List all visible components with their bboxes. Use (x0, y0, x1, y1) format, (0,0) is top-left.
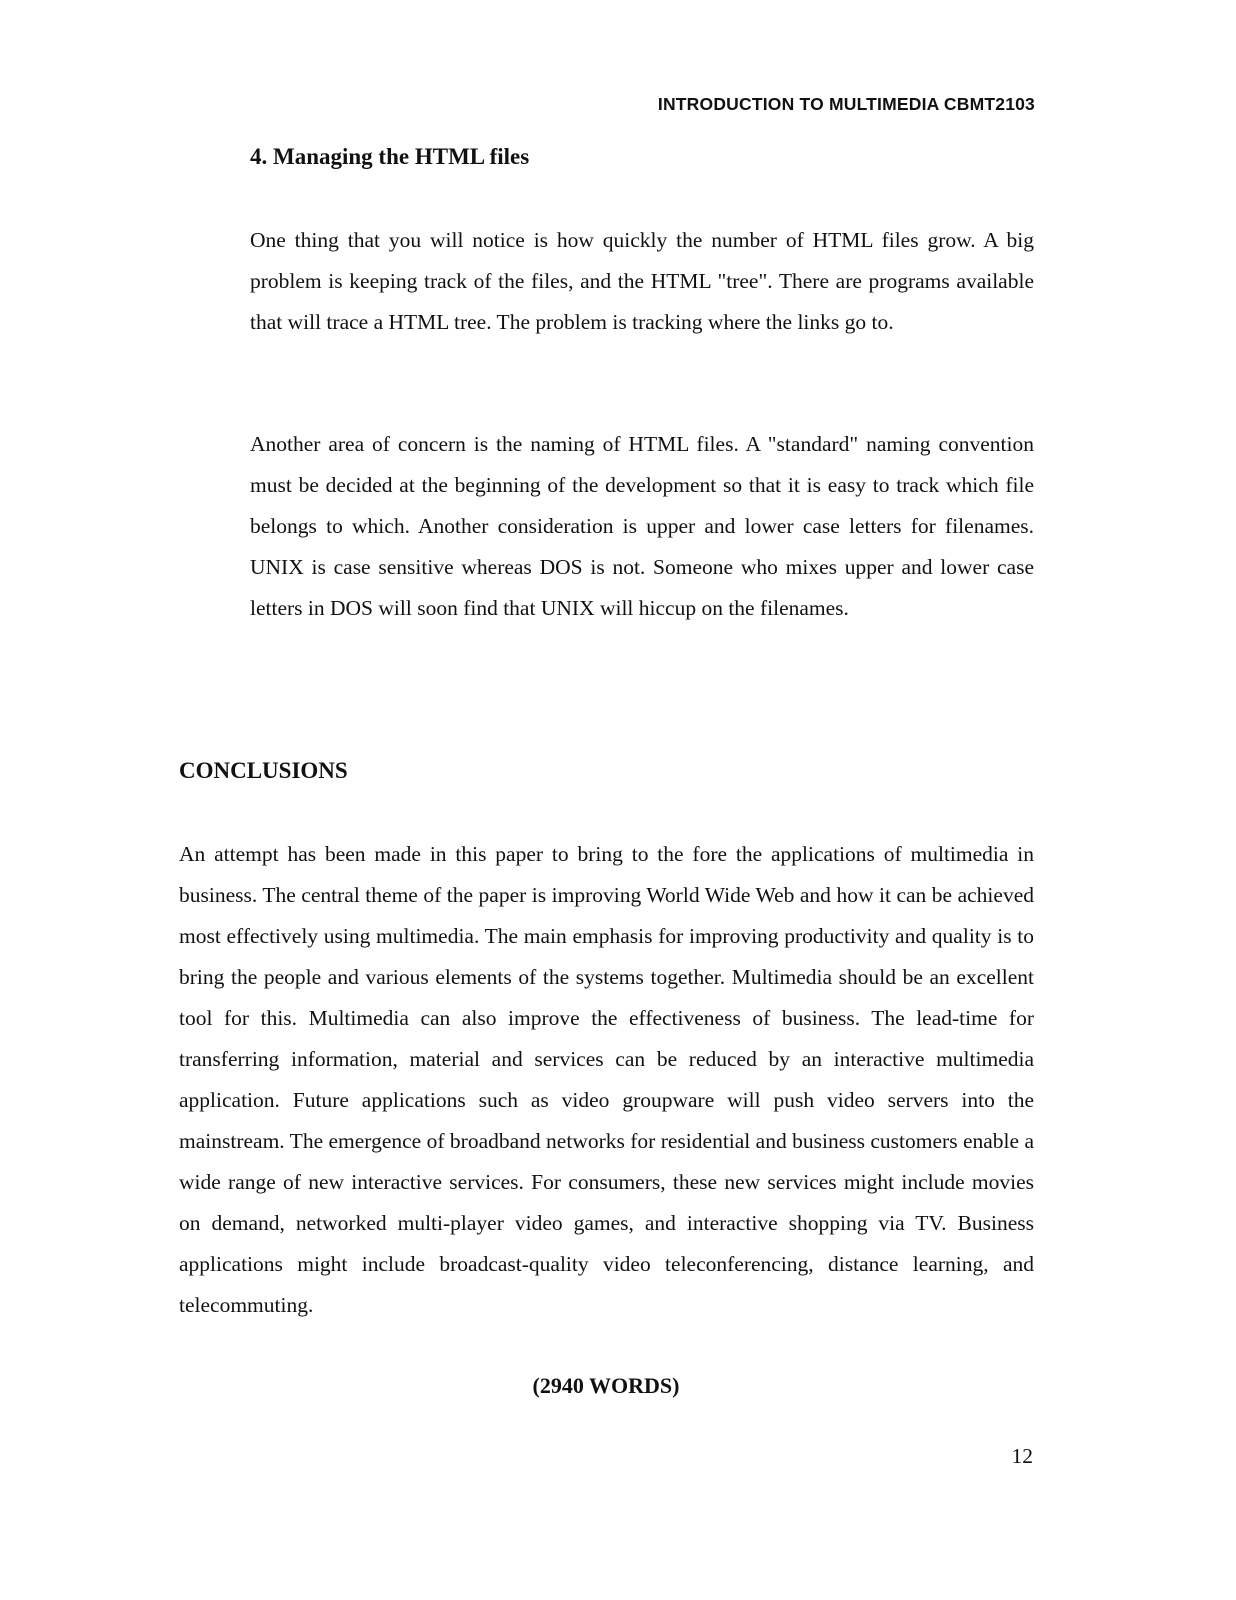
section-heading: 4. Managing the HTML files (250, 144, 530, 169)
word-count: (2940 WORDS) (532, 1373, 680, 1398)
running-header: INTRODUCTION TO MULTIMEDIA CBMT2103 (657, 94, 1035, 114)
body-paragraph: Another area of concern is the naming of HTML files. A "standard" naming convention must be decided at the beginning of the development so that it is easy to track which file belongs to which. Another consideration is upper and lower case letters for filenames. UNIX is case sensitive whereas DOS is not. Someone who mixes upper and lower case letters in DOS will soon find that UNIX will hiccup on the filenames. (250, 432, 1034, 620)
conclusions-paragraph: An attempt has been made in this paper to bring to the fore the applications of multimedia in business. The central theme of the paper is improving World Wide Web and how it can be achieved most effectively using multimedia. The main emphasis for improving productivity and quality is to bring the people and various elements of the systems together. Multimedia should be an excellent tool for this. Multimedia can also improve the effectiveness of business. The lead-time for transferring information, material and services can be reduced by an interactive multimedia application. Future applications such as video groupware will push video servers into the mainstream. The emergence of broadband networks for residential and business customers enable a wide range of new interactive services. For consumers, these new services might include movies on demand, networked multi-player video games, and interactive shopping via TV. Business applications might include broadcast-quality video teleconferencing, distance learning, and telecommuting. (179, 842, 1034, 1317)
body-paragraph: One thing that you will notice is how quickly the number of HTML files grow. A big problem is keeping track of the files, and the HTML "tree". There are programs available that will trace a HTML tree. The problem is tracking where the links go to. (250, 228, 1034, 334)
page-number: 12 (1011, 1444, 1033, 1468)
conclusions-heading: CONCLUSIONS (179, 758, 348, 783)
